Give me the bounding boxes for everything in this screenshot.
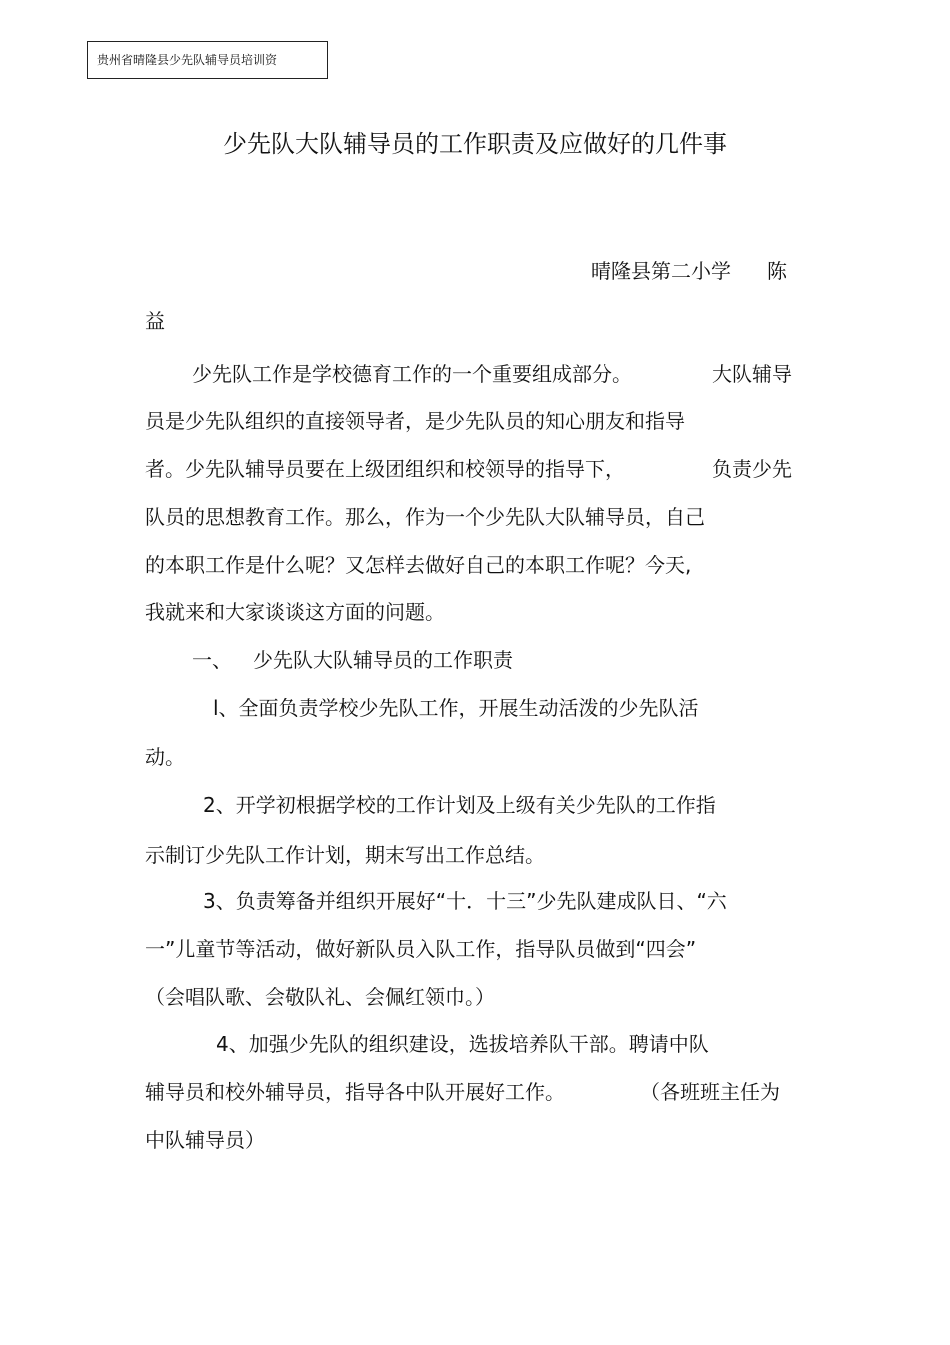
item-line: （会唱队歌、会敬队礼、会佩红领巾。）	[145, 985, 495, 1009]
intro-line: 我就来和大家谈谈这方面的问题。	[145, 600, 445, 624]
item-line: 2、开学初根据学校的工作计划及上级有关少先队的工作指	[203, 793, 716, 817]
item-line: 动。	[145, 745, 185, 769]
item-line: 4、加强少先队的组织建设，选拔培养队干部。聘请中队	[216, 1032, 709, 1056]
section-number: 一、	[192, 648, 232, 672]
item-line: 3、负责筹备并组织开展好“十．十三”少先队建成队日、“六	[203, 889, 727, 913]
intro-line: 队员的思想教育工作。那么，作为一个少先队大队辅导员，自己	[145, 505, 705, 529]
item-line: （各班班主任为	[640, 1080, 780, 1104]
author-school: 晴隆县第二小学	[591, 259, 731, 283]
header-box-text: 贵州省晴隆县少先队辅导员培训资	[97, 53, 278, 67]
intro-line: 者。少先队辅导员要在上级团组织和校领导的指导下，	[145, 457, 625, 481]
intro-line: 少先队工作是学校德育工作的一个重要组成部分。	[192, 362, 632, 386]
item-line: 示制订少先队工作计划，期末写出工作总结。	[145, 843, 545, 867]
intro-line: 大队辅导	[712, 362, 792, 386]
intro-line: 员是少先队组织的直接领导者，是少先队员的知心朋友和指导	[145, 409, 685, 433]
header-box	[87, 41, 328, 79]
intro-line: 负责少先	[712, 457, 792, 481]
author-name-part1: 陈	[767, 259, 787, 283]
item-line: 辅导员和校外辅导员，指导各中队开展好工作。	[145, 1080, 565, 1104]
item-line: 中队辅导员）	[145, 1128, 265, 1152]
author-name-part2: 益	[145, 309, 165, 333]
intro-line: 的本职工作是什么呢？又怎样去做好自己的本职工作呢？今天,	[145, 553, 692, 577]
item-line: l、全面负责学校少先队工作，开展生动活泼的少先队活	[213, 696, 699, 720]
section-heading: 少先队大队辅导员的工作职责	[253, 648, 513, 672]
page-title: 少先队大队辅导员的工作职责及应做好的几件事	[223, 130, 727, 158]
item-line: 一”儿童节等活动，做好新队员入队工作，指导队员做到“四会”	[145, 937, 697, 961]
